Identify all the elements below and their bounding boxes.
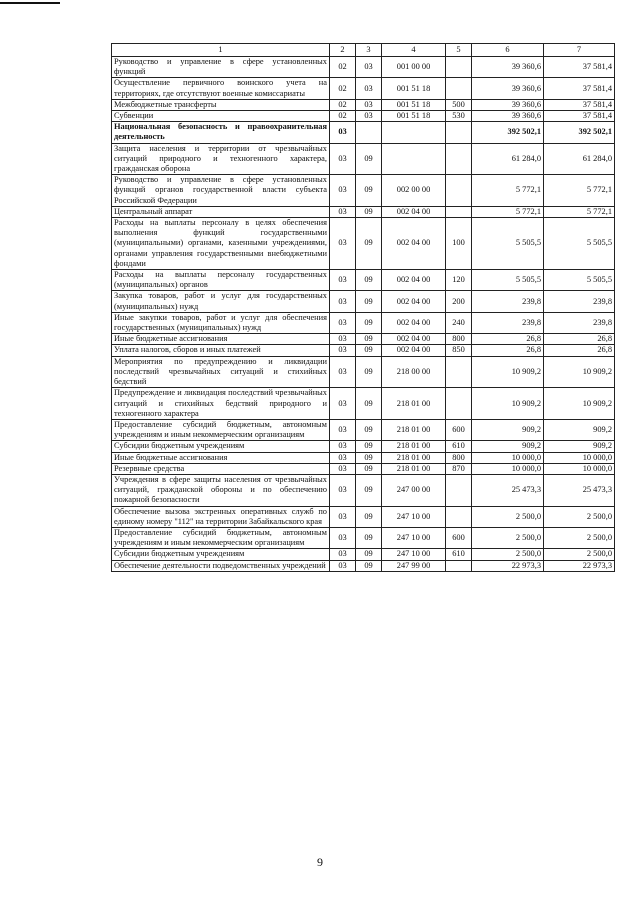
column-header: 6 <box>472 44 544 57</box>
header-rule <box>0 2 60 4</box>
section-code-cell: 03 <box>330 356 356 388</box>
amount-cell-1: 10 000,0 <box>472 463 544 474</box>
subsection-code-cell: 09 <box>356 388 382 420</box>
subsection-code-cell: 09 <box>356 270 382 291</box>
subsection-code-cell: 09 <box>356 175 382 207</box>
subsection-code-cell: 09 <box>356 527 382 548</box>
row-name-cell: Субсидии бюджетным учреждениям <box>112 441 330 452</box>
table-row <box>112 218 615 270</box>
section-code-cell: 03 <box>330 312 356 333</box>
amount-cell-1: 39 360,6 <box>472 111 544 122</box>
amount-cell-2: 37 581,4 <box>544 111 615 122</box>
row-name-cell: Предоставление субсидий бюджетным, автономным учреждениям и иным некоммерческим организациям <box>112 419 330 440</box>
section-code-cell: 03 <box>330 506 356 527</box>
amount-cell-1: 239,8 <box>472 312 544 333</box>
row-name-cell: Обеспечение деятельности подведомственных учреждений <box>112 560 330 571</box>
row-name-cell: Иные бюджетные ассигнования <box>112 452 330 463</box>
subsection-code-cell: 09 <box>356 312 382 333</box>
amount-cell-1: 5 772,1 <box>472 175 544 207</box>
target-article-cell: 247 10 00 <box>382 506 446 527</box>
subsection-code-cell: 09 <box>356 452 382 463</box>
table-row <box>112 206 615 217</box>
page-number: 9 <box>317 855 323 869</box>
table-row <box>112 334 615 345</box>
subsection-code-cell: 09 <box>356 549 382 560</box>
row-name-cell: Национальная безопасность и правоохранительная деятельность <box>112 122 330 143</box>
header-row <box>112 44 615 57</box>
expense-type-cell: 800 <box>446 334 472 345</box>
target-article-cell: 002 04 00 <box>382 345 446 356</box>
amount-cell-1: 2 500,0 <box>472 527 544 548</box>
expense-type-cell: 800 <box>446 452 472 463</box>
expense-type-cell <box>446 206 472 217</box>
row-name-cell: Обеспечение вызова экстренных оперативных служб по единому номеру "112" на территории Забайкальского края <box>112 506 330 527</box>
amount-cell-1: 25 473,3 <box>472 474 544 506</box>
row-name-cell: Иные закупки товаров, работ и услуг для обеспечения государственных (муниципальных) нужд <box>112 312 330 333</box>
table-row <box>112 270 615 291</box>
table-row <box>112 388 615 420</box>
amount-cell-1: 239,8 <box>472 291 544 312</box>
table-row <box>112 99 615 110</box>
target-article-cell: 001 51 18 <box>382 111 446 122</box>
table-row <box>112 111 615 122</box>
table-row <box>112 463 615 474</box>
expense-type-cell <box>446 356 472 388</box>
target-article-cell: 001 51 18 <box>382 78 446 99</box>
expense-type-cell: 500 <box>446 99 472 110</box>
table-row <box>112 452 615 463</box>
target-article-cell <box>382 122 446 143</box>
subsection-code-cell: 03 <box>356 99 382 110</box>
table-row <box>112 122 615 143</box>
table-row <box>112 560 615 571</box>
row-name-cell: Закупка товаров, работ и услуг для государственных (муниципальных) нужд <box>112 291 330 312</box>
section-code-cell: 03 <box>330 474 356 506</box>
target-article-cell: 218 00 00 <box>382 356 446 388</box>
expense-type-cell: 870 <box>446 463 472 474</box>
section-code-cell: 03 <box>330 345 356 356</box>
table-row <box>112 441 615 452</box>
expense-type-cell <box>446 57 472 78</box>
target-article-cell: 247 99 00 <box>382 560 446 571</box>
subsection-code-cell: 03 <box>356 111 382 122</box>
section-code-cell: 02 <box>330 111 356 122</box>
amount-cell-1: 61 284,0 <box>472 143 544 175</box>
expense-type-cell: 610 <box>446 441 472 452</box>
row-name-cell: Резервные средства <box>112 463 330 474</box>
expense-type-cell: 600 <box>446 527 472 548</box>
subsection-code-cell <box>356 122 382 143</box>
target-article-cell: 218 01 00 <box>382 388 446 420</box>
budget-table <box>111 43 615 572</box>
target-article-cell: 218 01 00 <box>382 441 446 452</box>
subsection-code-cell: 09 <box>356 441 382 452</box>
amount-cell-1: 10 909,2 <box>472 388 544 420</box>
expense-type-cell <box>446 560 472 571</box>
target-article-cell: 001 00 00 <box>382 57 446 78</box>
row-name-cell: Предоставление субсидий бюджетным, автономным учреждениям и иным некоммерческим организациям <box>112 527 330 548</box>
row-name-cell: Расходы на выплаты персоналу в целях обеспечения выполнения функций государственными (муниципальными) органами, казенными учреждениями, органами управления государственными внебюджетными фондами <box>112 218 330 270</box>
target-article-cell: 002 04 00 <box>382 312 446 333</box>
amount-cell-2: 2 500,0 <box>544 527 615 548</box>
section-code-cell: 03 <box>330 143 356 175</box>
amount-cell-2: 2 500,0 <box>544 549 615 560</box>
table-row <box>112 312 615 333</box>
column-header: 2 <box>330 44 356 57</box>
amount-cell-2: 10 000,0 <box>544 452 615 463</box>
target-article-cell: 002 04 00 <box>382 270 446 291</box>
table-row <box>112 419 615 440</box>
amount-cell-1: 39 360,6 <box>472 78 544 99</box>
subsection-code-cell: 09 <box>356 206 382 217</box>
amount-cell-2: 37 581,4 <box>544 99 615 110</box>
expense-type-cell: 240 <box>446 312 472 333</box>
section-code-cell: 03 <box>330 549 356 560</box>
subsection-code-cell: 09 <box>356 291 382 312</box>
amount-cell-1: 39 360,6 <box>472 57 544 78</box>
row-name-cell: Учреждения в сфере защиты населения от чрезвычайных ситуаций, гражданской обороны и по обеспечению пожарной безопасности <box>112 474 330 506</box>
expense-type-cell: 850 <box>446 345 472 356</box>
amount-cell-2: 37 581,4 <box>544 57 615 78</box>
column-header: 5 <box>446 44 472 57</box>
subsection-code-cell: 09 <box>356 356 382 388</box>
expense-type-cell: 120 <box>446 270 472 291</box>
column-header: 7 <box>544 44 615 57</box>
section-code-cell: 02 <box>330 57 356 78</box>
amount-cell-2: 5 772,1 <box>544 175 615 207</box>
section-code-cell: 03 <box>330 419 356 440</box>
section-code-cell: 03 <box>330 122 356 143</box>
amount-cell-2: 26,8 <box>544 345 615 356</box>
section-code-cell: 03 <box>330 388 356 420</box>
section-code-cell: 03 <box>330 527 356 548</box>
expense-type-cell: 610 <box>446 549 472 560</box>
expense-type-cell <box>446 143 472 175</box>
amount-cell-1: 5 772,1 <box>472 206 544 217</box>
row-name-cell: Мероприятия по предупреждению и ликвидации последствий чрезвычайных ситуаций и стихийных бедствий <box>112 356 330 388</box>
target-article-cell: 247 10 00 <box>382 527 446 548</box>
amount-cell-1: 26,8 <box>472 345 544 356</box>
amount-cell-2: 10 909,2 <box>544 388 615 420</box>
amount-cell-2: 909,2 <box>544 441 615 452</box>
amount-cell-2: 37 581,4 <box>544 78 615 99</box>
table-row <box>112 291 615 312</box>
amount-cell-2: 5 505,5 <box>544 270 615 291</box>
column-header: 3 <box>356 44 382 57</box>
table-row <box>112 549 615 560</box>
row-name-cell: Защита населения и территории от чрезвычайных ситуаций природного и техногенного характера, гражданская оборона <box>112 143 330 175</box>
subsection-code-cell: 09 <box>356 506 382 527</box>
section-code-cell: 03 <box>330 560 356 571</box>
section-code-cell: 03 <box>330 463 356 474</box>
amount-cell-1: 10 909,2 <box>472 356 544 388</box>
amount-cell-2: 61 284,0 <box>544 143 615 175</box>
table-row <box>112 175 615 207</box>
target-article-cell: 002 00 00 <box>382 175 446 207</box>
subsection-code-cell: 09 <box>356 143 382 175</box>
amount-cell-1: 22 973,3 <box>472 560 544 571</box>
table-row <box>112 345 615 356</box>
table-row <box>112 474 615 506</box>
column-header: 4 <box>382 44 446 57</box>
expense-type-cell <box>446 122 472 143</box>
expense-type-cell <box>446 78 472 99</box>
row-name-cell: Предупреждение и ликвидация последствий чрезвычайных ситуаций и стихийных бедствий природного и техногенного характера <box>112 388 330 420</box>
target-article-cell: 247 00 00 <box>382 474 446 506</box>
amount-cell-2: 239,8 <box>544 291 615 312</box>
row-name-cell: Уплата налогов, сборов и иных платежей <box>112 345 330 356</box>
subsection-code-cell: 09 <box>356 474 382 506</box>
amount-cell-1: 26,8 <box>472 334 544 345</box>
expense-type-cell <box>446 474 472 506</box>
section-code-cell: 03 <box>330 206 356 217</box>
section-code-cell: 03 <box>330 441 356 452</box>
amount-cell-1: 2 500,0 <box>472 549 544 560</box>
amount-cell-1: 5 505,5 <box>472 270 544 291</box>
subsection-code-cell: 09 <box>356 345 382 356</box>
table-row <box>112 506 615 527</box>
row-name-cell: Руководство и управление в сфере установленных функций <box>112 57 330 78</box>
subsection-code-cell: 09 <box>356 334 382 345</box>
table-row <box>112 57 615 78</box>
amount-cell-2: 392 502,1 <box>544 122 615 143</box>
target-article-cell: 001 51 18 <box>382 99 446 110</box>
amount-cell-2: 25 473,3 <box>544 474 615 506</box>
expense-type-cell: 600 <box>446 419 472 440</box>
row-name-cell: Иные бюджетные ассигнования <box>112 334 330 345</box>
table-body <box>112 44 615 572</box>
amount-cell-2: 5 772,1 <box>544 206 615 217</box>
amount-cell-2: 26,8 <box>544 334 615 345</box>
subsection-code-cell: 09 <box>356 463 382 474</box>
section-code-cell: 03 <box>330 334 356 345</box>
table-row <box>112 143 615 175</box>
row-name-cell: Расходы на выплаты персоналу государственных (муниципальных) органов <box>112 270 330 291</box>
target-article-cell: 218 01 00 <box>382 463 446 474</box>
amount-cell-2: 2 500,0 <box>544 506 615 527</box>
section-code-cell: 03 <box>330 175 356 207</box>
subsection-code-cell: 03 <box>356 57 382 78</box>
amount-cell-2: 10 909,2 <box>544 356 615 388</box>
target-article-cell: 247 10 00 <box>382 549 446 560</box>
section-code-cell: 03 <box>330 291 356 312</box>
amount-cell-1: 392 502,1 <box>472 122 544 143</box>
section-code-cell: 02 <box>330 78 356 99</box>
table-row <box>112 78 615 99</box>
expense-type-cell <box>446 175 472 207</box>
table-row <box>112 356 615 388</box>
row-name-cell: Субсидии бюджетным учреждениям <box>112 549 330 560</box>
amount-cell-2: 10 000,0 <box>544 463 615 474</box>
row-name-cell: Субвенции <box>112 111 330 122</box>
amount-cell-1: 39 360,6 <box>472 99 544 110</box>
expense-type-cell: 530 <box>446 111 472 122</box>
expense-type-cell: 200 <box>446 291 472 312</box>
amount-cell-1: 10 000,0 <box>472 452 544 463</box>
expense-type-cell: 100 <box>446 218 472 270</box>
row-name-cell: Центральный аппарат <box>112 206 330 217</box>
target-article-cell: 002 04 00 <box>382 206 446 217</box>
subsection-code-cell: 09 <box>356 560 382 571</box>
expense-type-cell <box>446 388 472 420</box>
amount-cell-2: 239,8 <box>544 312 615 333</box>
subsection-code-cell: 09 <box>356 419 382 440</box>
expense-type-cell <box>446 506 472 527</box>
target-article-cell: 218 01 00 <box>382 452 446 463</box>
target-article-cell: 218 01 00 <box>382 419 446 440</box>
row-name-cell: Межбюджетные трансферты <box>112 99 330 110</box>
column-header: 1 <box>112 44 330 57</box>
section-code-cell: 03 <box>330 270 356 291</box>
amount-cell-1: 5 505,5 <box>472 218 544 270</box>
amount-cell-2: 909,2 <box>544 419 615 440</box>
target-article-cell: 002 04 00 <box>382 334 446 345</box>
table-row <box>112 527 615 548</box>
subsection-code-cell: 03 <box>356 78 382 99</box>
target-article-cell: 002 04 00 <box>382 291 446 312</box>
target-article-cell <box>382 143 446 175</box>
section-code-cell: 03 <box>330 452 356 463</box>
section-code-cell: 02 <box>330 99 356 110</box>
amount-cell-2: 22 973,3 <box>544 560 615 571</box>
amount-cell-1: 909,2 <box>472 419 544 440</box>
row-name-cell: Осуществление первичного воинского учета на территориях, где отсутствуют военные комиссариаты <box>112 78 330 99</box>
amount-cell-2: 5 505,5 <box>544 218 615 270</box>
amount-cell-1: 2 500,0 <box>472 506 544 527</box>
row-name-cell: Руководство и управление в сфере установленных функций органов государственной власти субъекта Российской Федерации <box>112 175 330 207</box>
subsection-code-cell: 09 <box>356 218 382 270</box>
amount-cell-1: 909,2 <box>472 441 544 452</box>
section-code-cell: 03 <box>330 218 356 270</box>
target-article-cell: 002 04 00 <box>382 218 446 270</box>
